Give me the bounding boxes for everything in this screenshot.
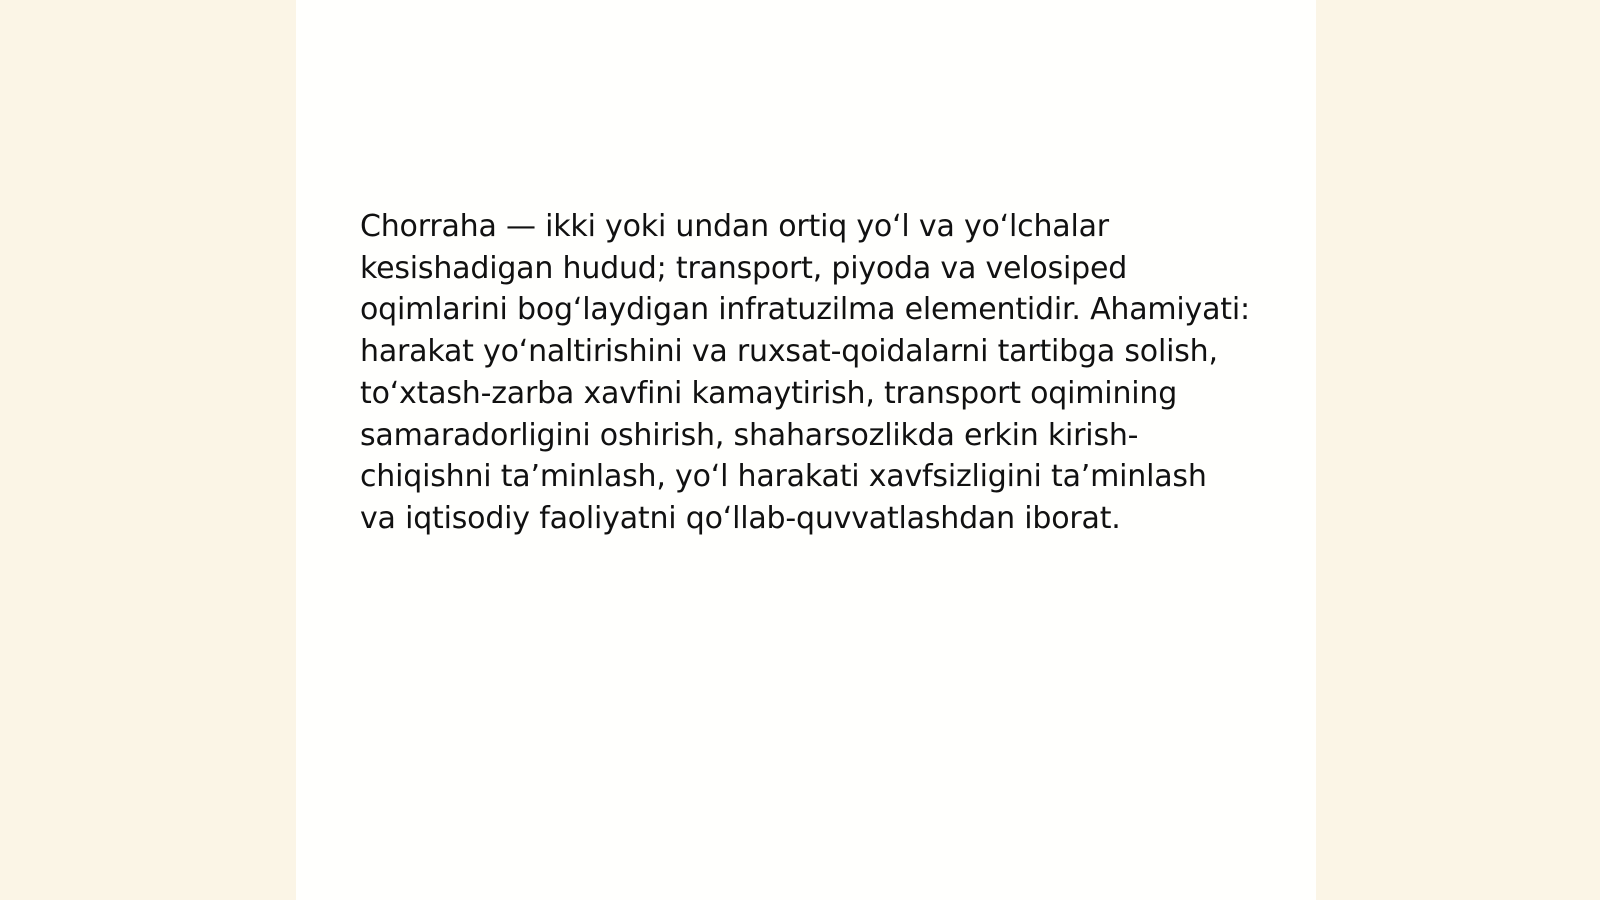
body-paragraph: Chorraha — ikki yoki undan ortiq yoʻl va yoʻlchalar kesishadigan hudud; transport, piyoda va velosiped oqimlarini bogʻlaydigan infratuzilma elementidir. Ahamiyati: harakat yoʻnaltirishini va ruxsat-qoidalarni tartibga solish, toʻxtash-zarba xavfini kamaytirish, transport oqimining samaradorligini oshirish, shaharsozlikda erkin kirish-chiqishni ta’minlash, yoʻl harakati xavfsizligini ta’minlash va iqtisodiy faoliyatni qoʻllab-quvvatlashdan iborat. [360, 209, 1250, 536]
